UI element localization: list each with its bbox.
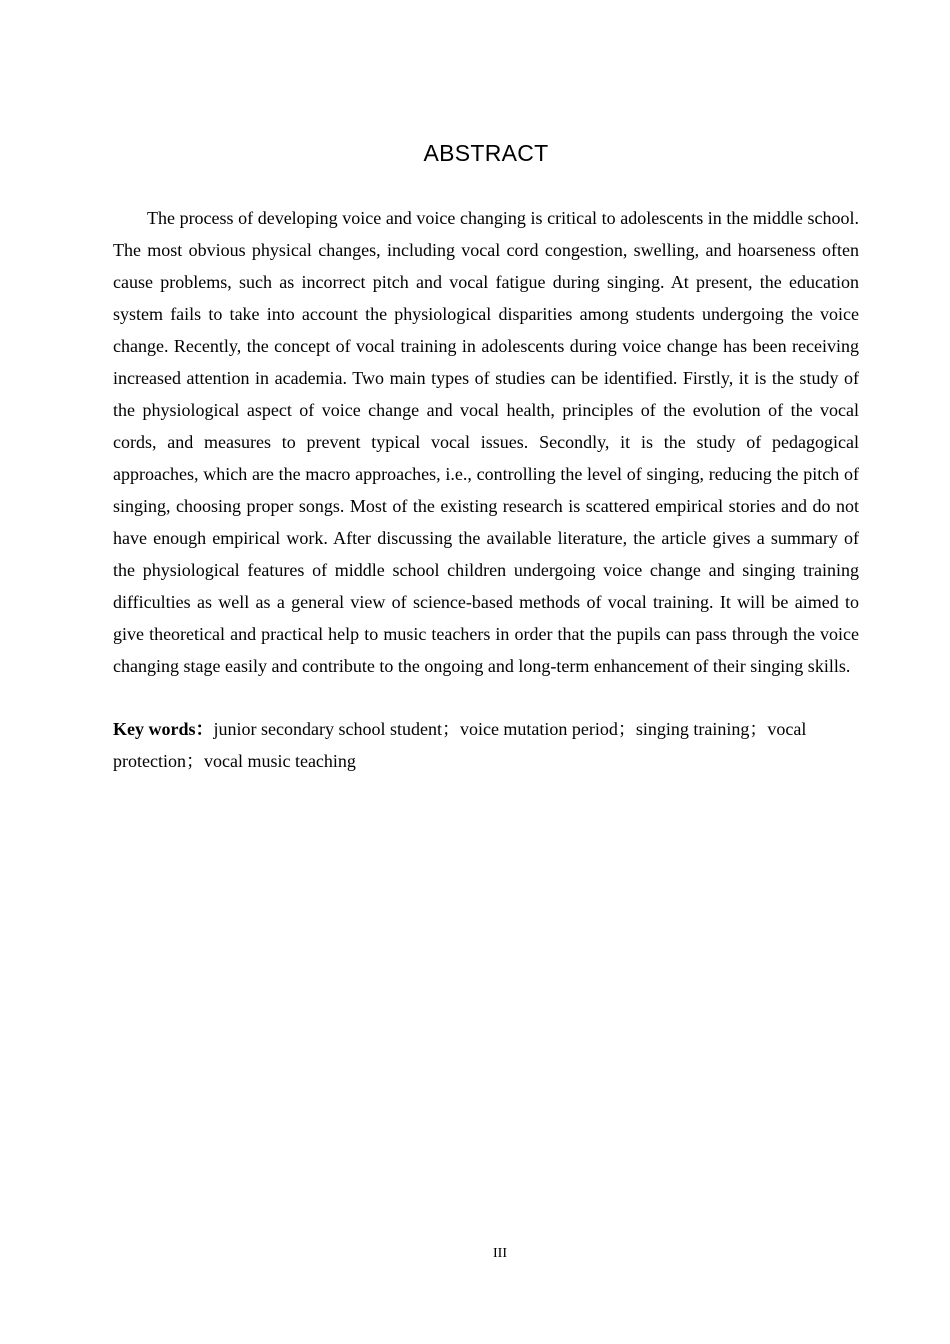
abstract-title: ABSTRACT	[423, 140, 549, 166]
page-number: III	[493, 1246, 507, 1261]
abstract-body: The process of developing voice and voice changing is critical to adolescents in the middle school. The most obvious physical changes, including vocal cord congestion, swelling, and hoarseness often cause problems, such as incorrect pitch and vocal fatigue during singing. At present, the education system fails to take into account the physiological disparities among students undergoing the voice change. Recently, the concept of vocal training in adolescents during voice change has been receiving increased attention in academia. Two main types of studies can be identified. Firstly, it is the study of the physiological aspect of voice change and vocal health, principles of the evolution of the vocal cords, and measures to prevent typical vocal issues. Secondly, it is the study of pedagogical approaches, which are the macro approaches, i.e., controlling the level of singing, reducing the pitch of singing, choosing proper songs. Most of the existing research is scattered empirical stories and do not have enough empirical work. After discussing the available literature, the article gives a summary of the physiological features of middle school children undergoing voice change and singing training difficulties as well as a general view of science-based methods of vocal training. It will be aimed to give theoretical and practical help to music teachers in order that the pupils can pass through the voice changing stage easily and contribute to the ongoing and long-term enhancement of their singing skills.	[113, 208, 859, 676]
keywords-line	[113, 713, 859, 777]
keywords-text: junior secondary school student；voice mutation period；singing training；vocal protection；vocal music teaching	[113, 719, 807, 771]
keywords-label: Key words：	[113, 719, 214, 739]
